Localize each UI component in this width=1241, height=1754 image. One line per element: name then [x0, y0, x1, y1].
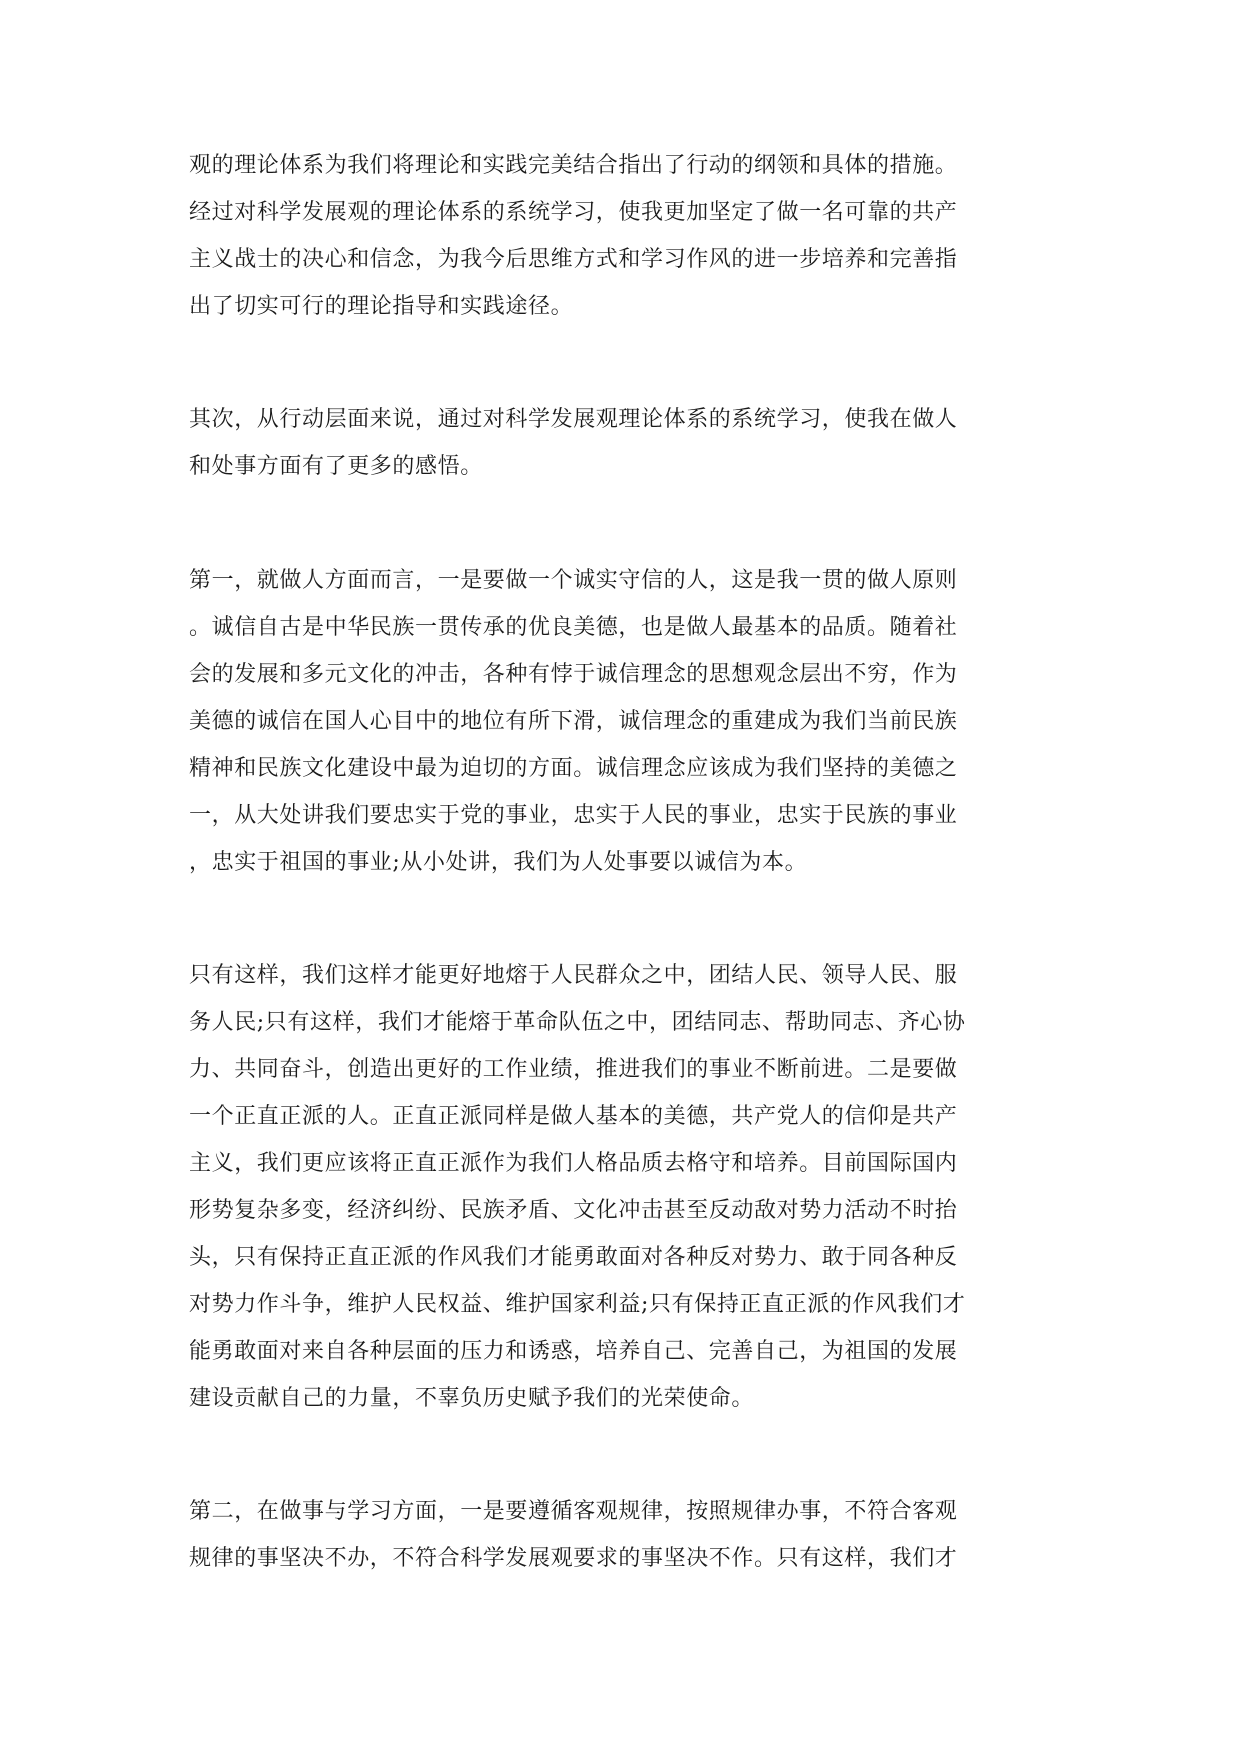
text-line: 其次，从行动层面来说，通过对科学发展观理论体系的系统学习，使我在做人 — [189, 407, 958, 432]
text-line: 力、共同奋斗，创造出更好的工作业绩，推进我们的事业不断前进。二是要做 — [189, 1057, 958, 1082]
text-line: 一个正直正派的人。正直正派同样是做人基本的美德，共产党人的信仰是共产 — [189, 1104, 958, 1129]
paragraph-5 — [189, 1488, 1069, 1582]
text-line: 主义战士的决心和信念，为我今后思维方式和学习作风的进一步培养和完善指 — [189, 247, 958, 272]
text-line: 会的发展和多元文化的冲击，各种有悖于诚信理念的思想观念层出不穷，作为 — [189, 662, 958, 687]
text-line: 一，从大处讲我们要忠实于党的事业，忠实于人民的事业，忠实于民族的事业 — [189, 803, 958, 828]
text-line: 精神和民族文化建设中最为迫切的方面。诚信理念应该成为我们坚持的美德之 — [189, 756, 958, 781]
text-line: 。诚信自古是中华民族一贯传承的优良美德，也是做人最基本的品质。随着社 — [189, 615, 958, 640]
text-line: 第二，在做事与学习方面，一是要遵循客观规律，按照规律办事，不符合客观 — [189, 1499, 958, 1524]
text-line: 务人民;只有这样，我们才能熔于革命队伍之中，团结同志、帮助同志、齐心协 — [189, 1010, 966, 1035]
text-line: 第一，就做人方面而言，一是要做一个诚实守信的人，这是我一贯的做人原则 — [189, 568, 958, 593]
text-line: 能勇敢面对来自各种层面的压力和诱惑，培养自己、完善自己，为祖国的发展 — [189, 1339, 958, 1364]
text-line: 主义，我们更应该将正直正派作为我们人格品质去格守和培养。目前国际国内 — [189, 1151, 958, 1176]
text-line: 美德的诚信在国人心目中的地位有所下滑，诚信理念的重建成为我们当前民族 — [189, 709, 958, 734]
text-line: 形势复杂多变，经济纠纷、民族矛盾、文化冲击甚至反动敌对势力活动不时抬 — [189, 1198, 958, 1223]
text-line: 观的理论体系为我们将理论和实践完美结合指出了行动的纲领和具体的措施。 — [189, 153, 958, 178]
text-line: ，忠实于祖国的事业;从小处讲，我们为人处事要以诚信为本。 — [189, 850, 808, 875]
text-line: 只有这样，我们这样才能更好地熔于人民群众之中，团结人民、领导人民、服 — [189, 963, 958, 988]
paragraph-2 — [189, 396, 1069, 490]
text-line: 和处事方面有了更多的感悟。 — [189, 454, 483, 479]
paragraph-1 — [189, 142, 1069, 330]
text-line: 规律的事坚决不办，不符合科学发展观要求的事坚决不作。只有这样，我们才 — [189, 1546, 958, 1571]
text-line: 出了切实可行的理论指导和实践途径。 — [189, 294, 574, 319]
text-line: 头，只有保持正直正派的作风我们才能勇敢面对各种反对势力、敢于同各种反 — [189, 1245, 958, 1270]
text-line: 经过对科学发展观的理论体系的系统学习，使我更加坚定了做一名可靠的共产 — [189, 200, 958, 225]
paragraph-3 — [189, 557, 1069, 886]
text-line: 对势力作斗争，维护人民权益、维护国家利益;只有保持正直正派的作风我们才 — [189, 1292, 966, 1317]
text-line: 建设贡献自己的力量，不辜负历史赋予我们的光荣使命。 — [189, 1386, 755, 1411]
paragraph-4 — [189, 952, 1069, 1422]
